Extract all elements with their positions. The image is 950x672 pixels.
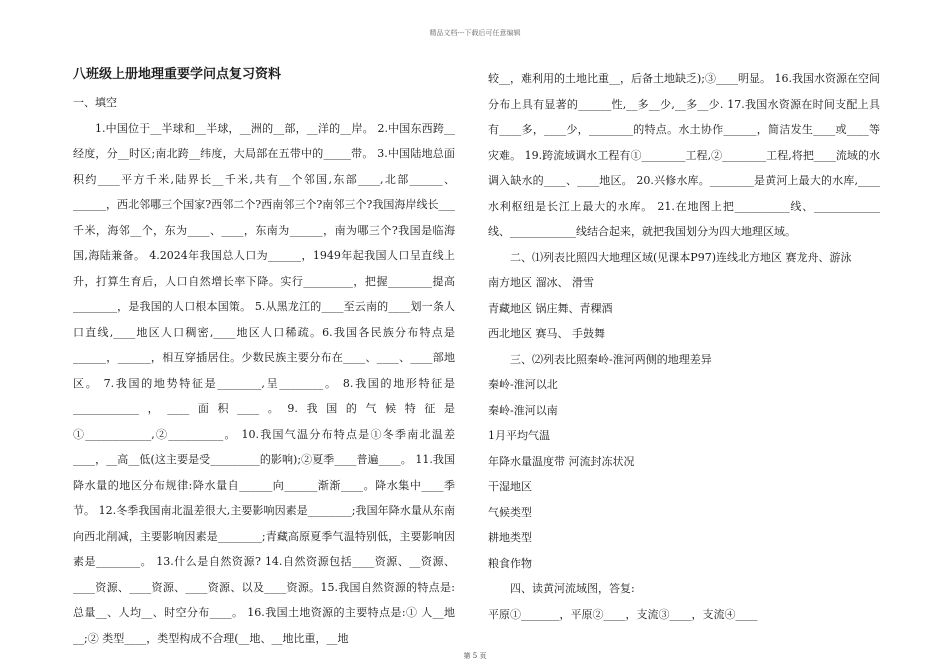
text-line: 二、⑴列表比照四大地理区域(见课本P97)连线北方地区 赛龙舟、游泳 bbox=[510, 250, 852, 264]
text-line: 四、读黄河流域图，答复: bbox=[510, 582, 635, 595]
text-line: 秦岭-淮河以南 bbox=[488, 403, 558, 417]
text-line: 秦岭-淮河以北 bbox=[488, 378, 558, 391]
text-line: 耕地类型 bbox=[488, 531, 532, 544]
text-line: 青藏地区 锅庄舞、青稞酒 bbox=[488, 301, 613, 315]
text-line: 1月平均气温 bbox=[488, 429, 550, 442]
text-line: 三、⑵列表比照秦岭-淮河两侧的地理差异 bbox=[510, 352, 712, 366]
section-heading-fill-blank: 一、填空 bbox=[73, 96, 117, 109]
text-line: 南方地区 溜冰、 滑雪 bbox=[488, 276, 594, 289]
text-line: 气候类型 bbox=[488, 505, 532, 519]
continued-paragraph: 较__，难利用的土地比重__，后备土地缺乏);③____明显。 16.我国水资源在空间分布上具有显著的______性,__多__少,__多__少. 17.我国水资源在时间支配上具有____多，____少，________的特点。水土协作______，简洁发生____或____等灾难。 19.跨流域调水工程有①________工程,②________工程,将把____流域的水调入缺水的____、____地区。 20.兴修水库。________是黄河上最大的水库,____水利枢纽是长江上最大的水库。 21.在地图上把__________线、____________线、____________线结合起来，就把我国划分为四大地理区域。 bbox=[488, 72, 880, 238]
text-line: 粮食作物 bbox=[488, 556, 532, 570]
right-line-list bbox=[488, 245, 880, 628]
text-line: 西北地区 赛马、 手鼓舞 bbox=[488, 327, 605, 340]
text-line: 干湿地区 bbox=[488, 480, 532, 493]
text-line: 年降水量温度带 河流封冻状况 bbox=[488, 454, 635, 468]
fill-blank-paragraph: 1.中国位于__半球和__半球，__洲的__部，__洋的__岸。 2.中国东西跨__经度，分__时区;南北跨__纬度，大局部在五带中的_____带。 3.中国陆地总面积约____平方千米,陆界长__千米,共有__个邻国,东部____,北部______、______，西北邻哪三个国家?西邻二个?西南邻三个?南邻三个?我国海岸线长___千米，海邻__个，东为____、____，东南为______，南为哪三个?我国是临海国,海陆兼备。 4.2024年我国总人口为______，1949年起我国人口呈直线上升，打算生育后，人口自然增长率下降。实行_________，把握________提高________，是我国的人口根本国策。 5.从黑龙江的____至云南的____划一条人口直线,____地区人口稠密,____地区人口稀疏。6.我国各民族分布特点是______，______，相互穿插居住。少数民族主要分布在____、____、____部地区。 7.我国的地势特征是________,呈________。 8.我国的地形特征是____________，____面积____。9.我国的气候特征是①____________,②__________。 10.我国气温分布特点是①冬季南北温差____，__高__低(这主要是受_________的影响);②夏季____普遍____。 11.我国降水量的地区分布规律:降水量自______向______渐渐____。降水集中____季节。 12.冬季我国南北温差很大,主要影响因素是________;我国年降水量从东南向西北削减，主要影响因素是________;青藏高原夏季气温特别低，主要影响因素是________。 13.什么是自然资源? 14.自然资源包括____资源、__资源、____资源、____资源、____资源、以及____资源。15.我国自然资源的特点是:总量__、人均__、时空分布____。 16.我国土地资源的主要特点是:① 人__地__;② 类型____，类型构成不合理(__地、__地比重，__地 bbox=[73, 121, 455, 645]
page-header: 精品文档---下载后可任意编辑 bbox=[429, 29, 521, 37]
document-title: 八班级上册地理重要学问点复习资料 bbox=[73, 67, 282, 82]
left-column bbox=[73, 66, 455, 651]
text-line: 平原①_______，平原②____，支流③____，支流④____ bbox=[488, 607, 758, 621]
right-column bbox=[488, 66, 880, 627]
page-footer: 第 5 页 bbox=[463, 652, 487, 660]
